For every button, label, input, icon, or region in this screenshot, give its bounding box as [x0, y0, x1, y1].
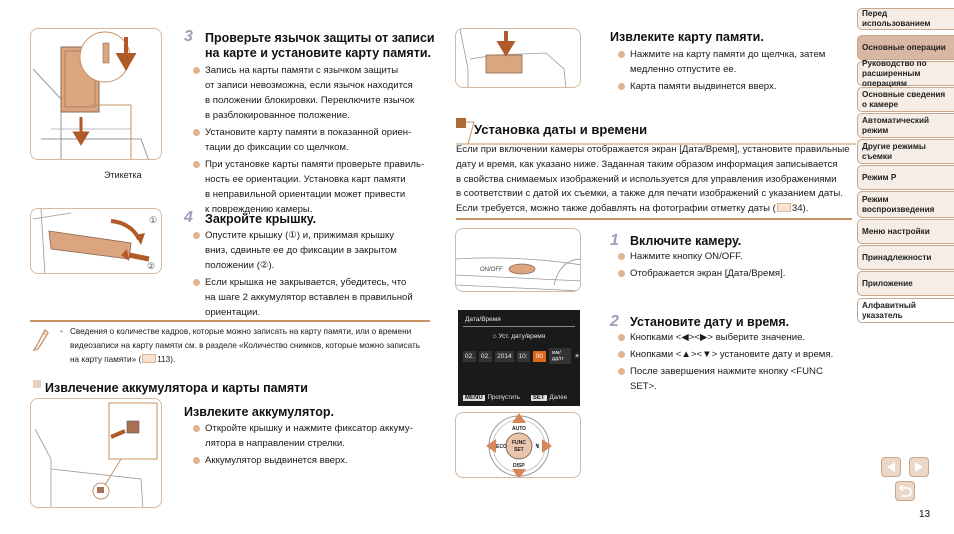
- tab-p-mode[interactable]: Режим P: [857, 165, 954, 190]
- remove-card-title: Извлеките карту памяти.: [610, 30, 764, 44]
- close-cover-illustration: [30, 208, 162, 274]
- bullet-item: Кнопками <▲><▼> установите дату и время.: [618, 347, 848, 362]
- remove-card-illustration: [455, 28, 581, 88]
- tab-playback-mode[interactable]: Режим воспроизведения: [857, 191, 954, 218]
- day-field[interactable]: 02.: [481, 352, 491, 360]
- set-key-icon: SET: [532, 395, 545, 401]
- cover-illustration-icon: [31, 209, 162, 274]
- step2-bullets: [618, 330, 848, 396]
- remove-card-bullets: [618, 47, 848, 96]
- step-number: 4: [184, 209, 193, 226]
- svg-text:AUTO: AUTO: [512, 426, 527, 432]
- step4-bullets: [193, 228, 433, 322]
- tab-camera-basics[interactable]: Основные сведения о камере: [857, 87, 954, 112]
- svg-text:ECO: ECO: [496, 444, 507, 450]
- svg-text:①: ①: [149, 215, 158, 225]
- bullet-item: Аккумулятор выдвинется вверх.: [193, 453, 433, 468]
- bullet-item: Карта памяти выдвинется вверх.: [618, 79, 848, 94]
- tab-basic-operations[interactable]: Основные операции: [857, 35, 954, 60]
- svg-text:FUNC: FUNC: [512, 440, 526, 446]
- step1-bullets: [618, 249, 848, 283]
- tab-before-use[interactable]: Перед использованием: [857, 8, 954, 30]
- svg-text:↯: ↯: [535, 444, 541, 450]
- date-section-paragraph: Если при включении камеры отображается экран [Дата/Время], установите правильные дату и время, как указано ниже. Заданная таким образом информация записывается в свойства снимаемых изображений и используется для управления изображениями в соответствии с датой их съемки, а также для печати изображений с указанием даты. Если требуется, можно также добавлять на фотографии отметку даты ( 34).: [456, 144, 850, 215]
- control-dial-icon: [456, 413, 581, 478]
- date-section-title: Установка даты и времени: [474, 122, 648, 137]
- page-ref-link[interactable]: 34: [791, 203, 803, 215]
- step3-title: Проверьте язычок защиты от записи на карте и установите карту памяти.: [205, 31, 435, 60]
- bullet-item: Опустите крышку (①) и, прижимая крышку вниз, сдвиньте ее до фиксации в закрытом положении (②).: [193, 228, 433, 273]
- svg-text:SET: SET: [514, 447, 524, 453]
- remove-battery-title: Извлеките аккумулятор.: [184, 405, 334, 419]
- bullet-item: Если крышка не закрывается, убедитесь, что на шаге 2 аккумулятор вставлен в правильной ориентации.: [193, 275, 433, 320]
- tab-setting-menu[interactable]: Меню настройки: [857, 219, 954, 244]
- sd-card-insert-illustration: [30, 28, 162, 160]
- battery-latch-illustration-icon: [31, 399, 162, 508]
- tab-other-shooting-modes[interactable]: Другие режимы съемки: [857, 139, 954, 164]
- tab-accessories[interactable]: Принадлежности: [857, 245, 954, 270]
- tab-advanced-guide[interactable]: Руководство по расширенным операциям: [857, 61, 954, 86]
- remove-card-illustration-icon: [456, 29, 581, 88]
- hour-field[interactable]: 10:: [518, 352, 528, 360]
- prev-page-button[interactable]: [881, 457, 901, 477]
- page-ref-icon: [142, 354, 156, 363]
- section-marker-icon: [33, 380, 41, 388]
- page-ref-link[interactable]: 113: [157, 355, 171, 364]
- svg-text:DISP: DISP: [513, 463, 525, 469]
- step3-bullets: [193, 63, 433, 219]
- step1-title: Включите камеру.: [630, 234, 742, 248]
- bullet-item: После завершения нажмите кнопку <FUNC SET>.: [618, 364, 848, 394]
- tab-auto-mode[interactable]: Автоматический режим: [857, 113, 954, 138]
- pencil-note-icon: [32, 327, 50, 351]
- year-field[interactable]: 2014: [497, 352, 512, 360]
- camera-date-time-screen: [458, 310, 580, 406]
- step-number: 3: [184, 28, 193, 45]
- dst-icon[interactable]: ☀: [574, 353, 580, 360]
- removal-section-title: Извлечение аккумулятора и карты памяти: [45, 381, 308, 395]
- month-field[interactable]: 02.: [465, 352, 475, 360]
- menu-key-icon: MENU: [465, 395, 483, 401]
- screen-title: Дата/Время: [465, 316, 501, 323]
- triangle-left-icon: [886, 461, 896, 473]
- battery-release-illustration: [30, 398, 162, 508]
- step2-title: Установите дату и время.: [630, 315, 790, 329]
- sd-card-illustration-icon: [31, 29, 162, 160]
- minute-field[interactable]: 00: [533, 351, 546, 362]
- power-button-illustration: [455, 228, 581, 292]
- next-page-button[interactable]: [909, 457, 929, 477]
- date-format-field[interactable]: мм/дд/гг: [549, 348, 571, 364]
- screen-subtitle: Уст. дату/время: [498, 333, 546, 340]
- tab-index[interactable]: Алфавитный указатель: [857, 298, 954, 323]
- remove-battery-bullets: [193, 421, 433, 470]
- bullet-item: При установке карты памяти проверьте правиль- ность ее ориентации. Установка карт памяти в неправильной ориентации может привести к повреждению камеры.: [193, 157, 433, 217]
- step-number: 1: [610, 232, 619, 249]
- on-off-button-illustration-icon: [456, 229, 581, 292]
- skip-label: Пропустить: [487, 395, 520, 401]
- control-dial-illustration: [455, 412, 581, 478]
- page-ref-icon: [777, 203, 791, 212]
- bullet-item: Нажмите на карту памяти до щелчка, затем медленно отпустите ее.: [618, 47, 848, 77]
- tab-appendix[interactable]: Приложение: [857, 271, 954, 296]
- bullet-item: Отображается экран [Дата/Время].: [618, 266, 848, 281]
- divider: [456, 218, 852, 220]
- bullet-item: Кнопками <◀><▶> выберите значение.: [618, 330, 848, 345]
- bullet-item: Откройте крышку и нажмите фиксатор аккуму- лятора в направлении стрелки.: [193, 421, 433, 451]
- label-caption: Этикетка: [104, 170, 142, 180]
- bullet-item: Установите карту памяти в показанной ориен- тации до фиксации со щелчком.: [193, 125, 433, 155]
- divider: [30, 320, 430, 322]
- return-arrow-icon: [898, 484, 912, 498]
- svg-text:②: ②: [147, 261, 156, 271]
- step4-title: Закройте крышку.: [205, 212, 317, 226]
- page-number: 13: [919, 509, 931, 520]
- bullet-item: Запись на карты памяти с язычком защиты от записи невозможна, если язычок находится в положении блокировки. Переключите язычок в разблокированное положение.: [193, 63, 433, 123]
- triangle-right-icon: [914, 461, 924, 473]
- memory-card-note: • Сведения о количестве кадров, которые можно записать на карту памяти, или о времени видеозаписи на карту памяти см. в разделе «Количество снимков, которые можно записать на карту памяти» ( 113).: [60, 327, 420, 364]
- bullet-item: Нажмите кнопку ON/OFF.: [618, 249, 848, 264]
- step-number: 2: [610, 313, 619, 330]
- return-button[interactable]: [895, 481, 915, 501]
- svg-text:ON/OFF: ON/OFF: [480, 267, 503, 273]
- home-icon: ⌂: [492, 333, 497, 340]
- next-label: Далее: [549, 395, 568, 401]
